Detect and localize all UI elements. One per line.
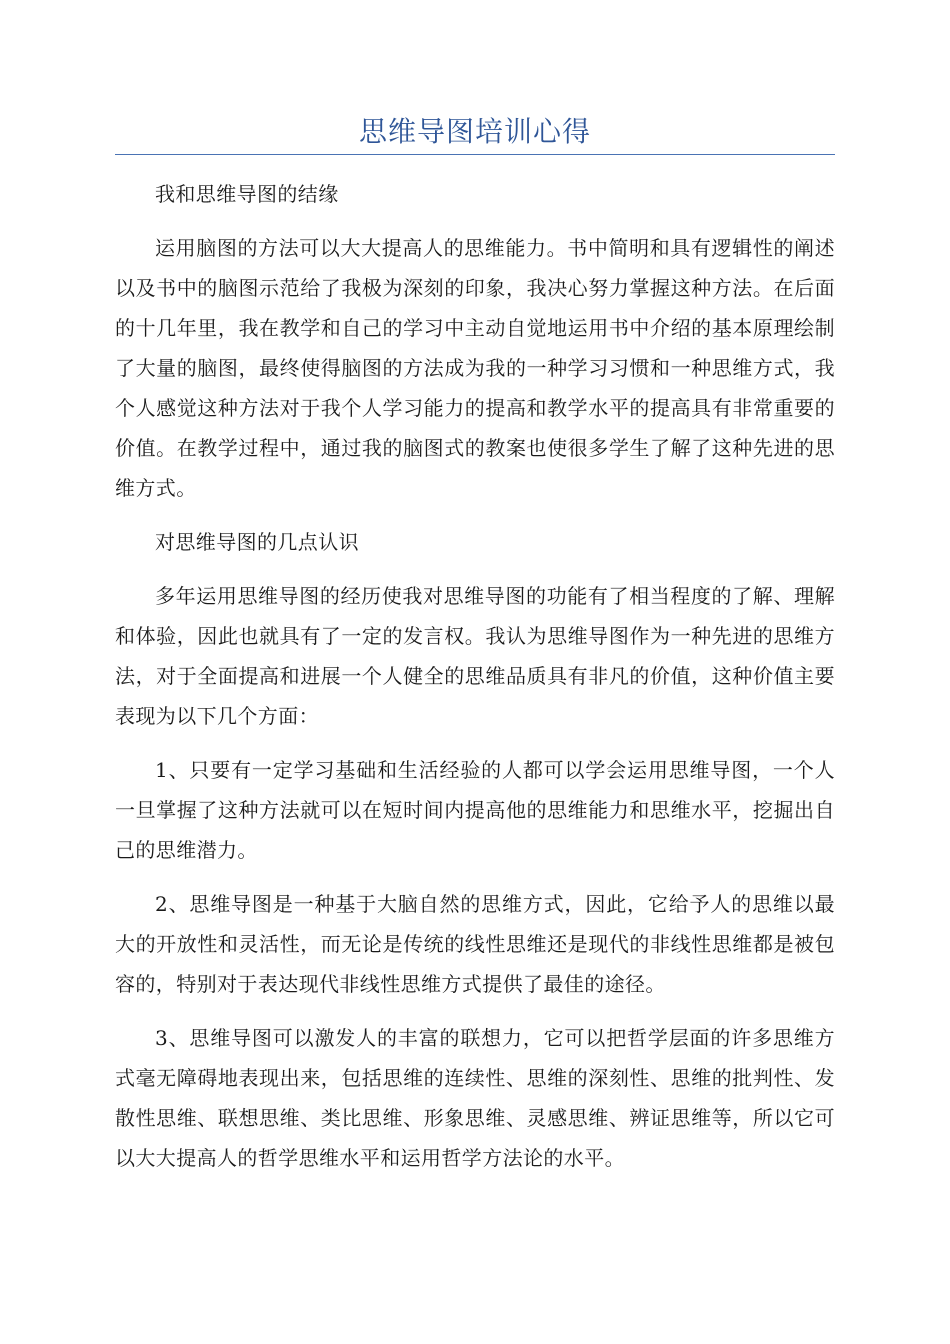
page-title: 思维导图培训心得 (358, 115, 591, 148)
section-heading-insights: 对思维导图的几点认识 (155, 530, 359, 554)
section-heading-origin: 我和思维导图的结缘 (155, 182, 339, 206)
paragraph-origin-story: 运用脑图的方法可以大大提高人的思维能力。书中简明和具有逻辑性的阐述以及书中的脑图示范给了我极为深刻的印象，我决心努力掌握这种方法。在后面的十几年里，我在教学和自己的学习中主动自觉地运用书中介绍的基本原理绘制了大量的脑图，最终使得脑图的方法成为我的一种学习习惯和一种思维方式，我个人感觉这种方法对于我个人学习能力的提高和教学水平的提高具有非常重要的价值。在教学过程中，通过我的脑图式的教案也使很多学生了解了这种先进的思维方式。 (115, 236, 835, 500)
paragraph-point-2: 2、思维导图是一种基于大脑自然的思维方式，因此，它给予人的思维以最大的开放性和灵活性，而无论是传统的线性思维还是现代的非线性思维都是被包容的，特别对于表达现代非线性思维方式提供了最佳的途径。 (115, 892, 835, 996)
paragraph-point-1: 1、只要有一定学习基础和生活经验的人都可以学会运用思维导图，一个人一旦掌握了这种方法就可以在短时间内提高他的思维能力和思维水平，挖掘出自己的思维潜力。 (115, 758, 835, 862)
document-body (115, 174, 835, 1192)
paragraph-point-3: 3、思维导图可以激发人的丰富的联想力，它可以把哲学层面的许多思维方式毫无障碍地表现出来，包括思维的连续性、思维的深刻性、思维的批判性、发散性思维、联想思维、类比思维、形象思维、灵感思维、辨证思维等，所以它可以大大提高人的哲学思维水平和运用哲学方法论的水平。 (115, 1026, 835, 1170)
title-underline (115, 154, 835, 155)
paragraph-insights-intro: 多年运用思维导图的经历使我对思维导图的功能有了相当程度的了解、理解和体验，因此也就具有了一定的发言权。我认为思维导图作为一种先进的思维方法，对于全面提高和进展一个人健全的思维品质具有非凡的价值，这种价值主要表现为以下几个方面： (115, 584, 835, 728)
